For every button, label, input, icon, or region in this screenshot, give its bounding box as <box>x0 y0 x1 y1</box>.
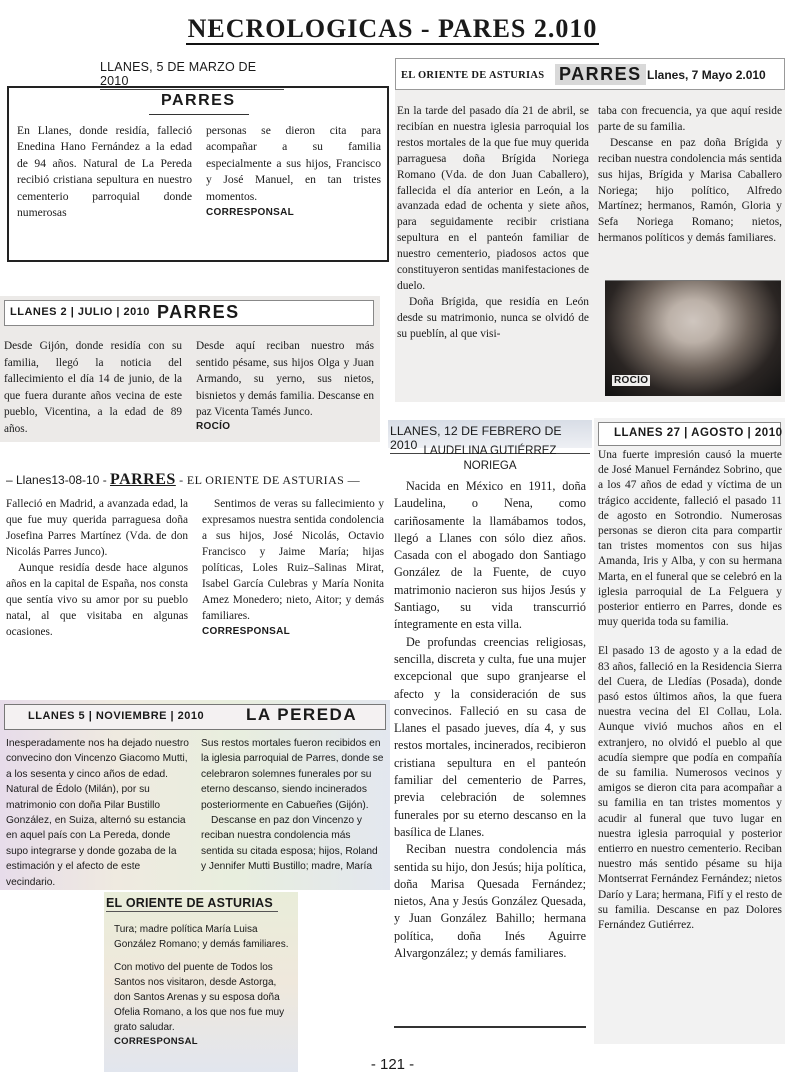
clipping-7-text-1: Una fuerte impresión causó la muerte de José Manuel Fernández Sobrino, que a los 47 años de edad y víctima de un trágico accidente, falleció el pasado 11 de agosto en Sotrondio. Numerosas personas se dieron cita para compartir tan tristes momentos con sus hijas Amanda, Iris y Alba, y con su hermana Marta, en el funeral que se celebró en la iglesia parroquial de La Felguera y posterior entierro en Parres, donde es muy querida toda su familia. <box>598 449 782 629</box>
clipping-4-right-text-2: Descanse en paz don Vincenzo y reciban nuestra condolencia más sentida su citada esposa; hijos, Roland y Jennifer Mutti Bustillo; madre, María <box>201 815 378 873</box>
clipping-7-text-2: El pasado 13 de agosto y a la edad de 83 años, falleció en la Residencia Sierra del Cuera, de Lledías (Posada), donde pasó estos últimos años, la que fuera nuestra vecina del El Collau, Lola. Aunque vivió muchos años en el extranjero, no olvidó el pueblo al que acudía siempre que podía en compañía de su familia. Numerosos vecinos y amigos se dieron cita para acompañar a su familia en tan tristes momentos y acudir al funeral que tuvo lugar en nuestra iglesia parroquial y posterior entierro en nuestro cementerio. Reciban nuestro más sentido pésame su hija Montserrat Fernández Fernández; nietos Darío y Lara; hermana, Fifí y el resto de su familia. Descanse en paz Dolores Fernández Gutiérrez. <box>598 645 782 932</box>
clipping-5-right-text-1: taba con frecuencia, ya que aquí reside parte de su familia. <box>598 105 782 133</box>
clipping-2-byline: ROCÍO <box>196 420 231 432</box>
clipping-6-text-2: De profundas creencias religiosas, sencilla, discreta y culta, fue una mujer excepcional que supo granjearse el afecto y la consideración de sus convecinos. Falleció en su casa de Llanes el pasado jueves, día 4, y sus restos mortales, incinerados, recibieron cristiana sepultura en el panteón familiar del cementerio de Parres, previa celebración de solemnes funerales por su eterno descanso en la basílica de Llanes. <box>394 634 586 839</box>
clipping-2-left-text: Desde Gijón, donde residía con su familia, llegó la noticia del fallecimiento el día 14 de junio, de la que fuera durante años vecina de este pueblo, Vicentina, a la edad de 89 años. <box>4 340 182 435</box>
clipping-1 <box>0 58 392 266</box>
clipping-1-frame <box>7 86 389 262</box>
clipping-5-left-text-2: Doña Brígida, que residía en León desde su matrimonio, nunca se olvidó de su pueblín, al que visi- <box>397 295 589 340</box>
clipping-5-left-text-1: En la tarde del pasado día 21 de abril, se recibían en nuestra iglesia parroquial los restos mortales de la que fue muy querida parraguesa doña Brígida Noriega Romano (Vda. de don Juan Caballero), fallecida el día anterior en León, a la avanzada edad de ochenta y siete años, para seguidamente recibir cristiana sepultura en el panteón familiar de nuestro cementerio, piadosos actos que constituyeron sentidas manifestaciones de duelo. <box>397 105 589 292</box>
clipping-7 <box>594 418 785 1044</box>
clipping-4-continued-byline: CORRESPONSAL <box>114 1036 198 1047</box>
clipping-4-continued <box>104 892 298 1072</box>
clipping-2-date: LLANES 2 | JULIO | 2010 <box>10 306 150 318</box>
clipping-3-left-text-2: Aunque residía desde hace algunos años en la capital de España, nos consta que sentía vivo su amor por su pueblo natal, al que visitaba en algunas ocasiones. <box>6 562 188 638</box>
clipping-3 <box>0 468 388 668</box>
clipping-3-header: – Llanes13-08-10 - PARRES - EL ORIENTE DE ASTURIAS — <box>6 471 361 488</box>
clipping-5-byline: ROCÍO <box>614 375 649 386</box>
clipping-4-continued-text-1: Tura; madre política María Luisa González Romano; y demás familiares. <box>114 924 289 950</box>
clipping-4-continued-source: EL ORIENTE DE ASTURIAS <box>106 896 278 912</box>
page-number: - 121 - <box>370 1056 415 1073</box>
clipping-1-byline: CORRESPONSAL <box>206 207 295 219</box>
clipping-1-right-text: personas se dieron cita para acompañar a su familia especialmente a sus hijos, Francisco y José Manuel, en tan tristes momentos. <box>206 124 381 203</box>
clipping-6-text-3: Reciban nuestra condolencia más sentida su hijo, don Jesús; hija política, doña Marisa Quesada Fernández; nietos, Ana y Jesús González Quesada, y Juan González Bahillo; hermana política, doña Inés Aguirre Alvargonzález; y demás familiares. <box>394 842 586 961</box>
clipping-2-right-text: Desde aquí reciban nuestro más sentido pésame, sus hijos Olga y Juan Armando, su yerno, sus nietos, bisnietos y demás familia. Descanse en paz Vicenta Tamés Junco. <box>196 340 374 419</box>
clipping-4-continued-text-2: Con motivo del puente de Todos los Santos nos visitaron, desde Astorga, don Santos Arenas y su esposa doña Ofelia Romano, a los que nos fue muy grato saludar. <box>114 962 285 1033</box>
clipping-4-left-text: Inesperadamente nos ha dejado nuestro convecino don Vincenzo Giacomo Mutti, a los sesenta y cinco años de edad. Natural de Édolo (Milán), por su matrimonio con doña Pilar Bustillo González, en Suiza, alternó su estancia en aquel país con La Pereda, donde supo integrarse y donde gozaba de la estimación y el afecto de este vecindario. <box>6 738 189 888</box>
clipping-3-byline: CORRESPONSAL <box>202 626 291 637</box>
clipping-7-date: LLANES 27 | AGOSTO | 2010 <box>614 427 783 439</box>
clipping-5-heading: PARRES <box>555 64 646 85</box>
clipping-6 <box>388 420 592 1034</box>
clipping-5 <box>395 58 785 402</box>
clipping-4-heading: LA PEREDA <box>246 705 358 724</box>
clipping-6-name-line-1: LAUDELINA GUTIÉRREZ <box>423 445 557 457</box>
clipping-6-text-1: Nacida en México en 1911, doña Laudelina, o Nena, como cariñosamente la llamábamos todos, llegó a Llanes con sólo diez años. Casada con el abogado don Santiago González de la Fuente, de cuyo matrimonio nacieron sus hijos Jesús y Santiago, su vida transcurrió íntegramente en esta villa. <box>394 479 586 632</box>
clipping-3-left-text-1: Falleció en Madrid, a avanzada edad, la que fue muy querida parraguesa doña Josefina Parres Martínez (Vda. de don Nicolás Parres Junco). <box>6 498 188 558</box>
clipping-1-left-text: En Llanes, donde residía, falleció Enedina Hano Fernández a la edad de 94 años. Natural de La Pereda recibió cristiana sepultura en nuestro cementerio parroquial donde numerosas <box>17 124 192 220</box>
clipping-5-date: Llanes, 7 Mayo 2.010 <box>647 68 766 82</box>
clipping-3-heading: PARRES <box>109 471 176 488</box>
clipping-4 <box>0 700 390 890</box>
clipping-5-source: EL ORIENTE DE ASTURIAS <box>401 70 545 81</box>
clipping-2-heading: PARRES <box>157 302 240 322</box>
clipping-1-dateline: LLANES, 5 DE MARZO DE 2010 <box>100 60 284 90</box>
clipping-6-dateline: LLANES, 12 DE FEBRERO DE 2010 <box>390 424 590 454</box>
page-title: NECROLOGICAS - PARES 2.010 <box>187 14 598 43</box>
clipping-4-date: LLANES 5 | NOVIEMBRE | 2010 <box>28 710 205 722</box>
clipping-1-heading: PARRES <box>161 92 236 109</box>
clipping-3-right-text: Sentimos de veras su fallecimiento y expresamos nuestra sentida condolencia a sus hijos, José Nicolás, Octavio Francisco y Jaime María; hijas políticas, Loles Ruiz–Salinas Mirat, Isabel García Culebras y María Nonita Amez Monedero; nieto, Aitor; y demás familiares. <box>202 498 384 622</box>
clipping-6-name-line-2: NORIEGA <box>463 460 517 472</box>
clipping-4-right-text-1: Sus restos mortales fueron recibidos en la iglesia parroquial de Parres, donde se celebraron solemnes funerales por su eterno descanso, siendo incinerados posteriormente en Cabueñes (Gijón). <box>201 738 384 811</box>
clipping-2 <box>0 296 380 442</box>
clipping-5-right-text-2: Descanse en paz doña Brígida y reciban nuestra condolencia más sentida sus hijas, Brígida y Marisa Caballero Noriega; hijo político, Alfredo Martínez; hermanos, Ramón, Gloria y Sefa Noriega Romano; nietos, hermanos políticos y demás familiares. <box>598 136 782 245</box>
